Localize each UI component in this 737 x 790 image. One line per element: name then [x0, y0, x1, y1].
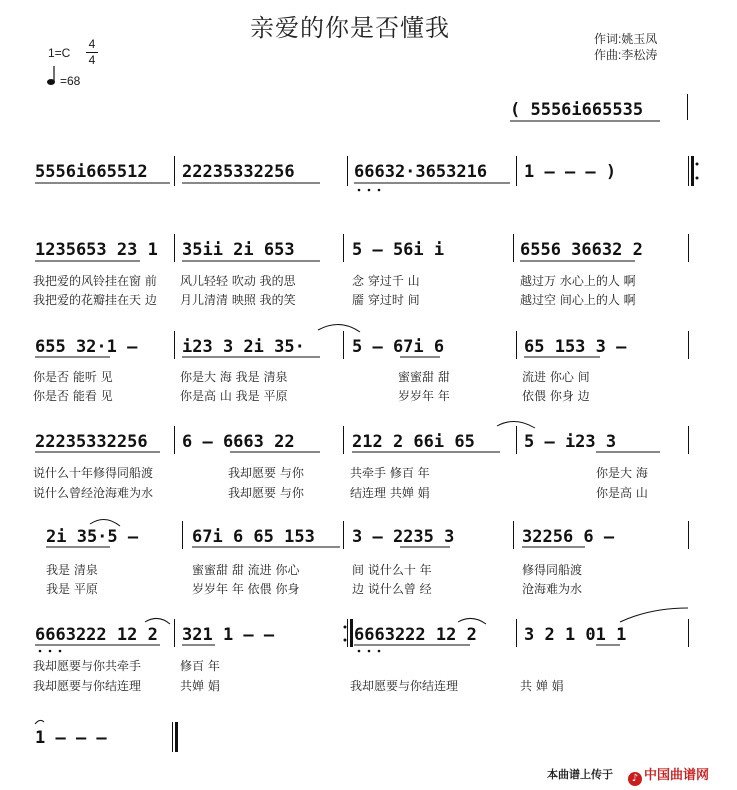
- measure-notes: 321 1 – –: [182, 625, 275, 645]
- composer-credit: 作曲:李松涛: [594, 48, 658, 62]
- lyric-line-2: 我却愿要与你结连理: [33, 679, 142, 693]
- lyric-line-1: 风儿轻轻 吹动 我的思: [180, 274, 296, 288]
- lyric-line-1: 蜜蜜甜 甜: [398, 370, 450, 384]
- lyric-line-1: 我把爱的风铃挂在窗 前: [33, 274, 157, 288]
- measure-notes: 22235332256: [35, 432, 148, 452]
- lyric-line-1: 你是大 海 我是 清泉: [180, 370, 288, 384]
- measure-notes: 67i 6 65 153: [192, 527, 315, 547]
- upload-caption: 本曲谱上传于: [547, 769, 613, 781]
- lyric-line-2: 我把爱的花瓣挂在天 边: [33, 293, 157, 307]
- measure-notes: 5 – 56i i: [352, 240, 445, 260]
- measure-notes: 1 – – – ): [524, 162, 617, 182]
- measure-notes: 212 2 66i 65: [352, 432, 475, 452]
- lyric-line-2: 说什么曾经沧海难为水: [33, 486, 154, 500]
- lyricist-credit: 作词:姚玉凤: [594, 32, 658, 46]
- measure-notes: 655 32·1 –: [35, 337, 138, 357]
- key-signature: 1=C: [48, 46, 71, 60]
- measure-notes: 6663222 12 2: [354, 625, 477, 645]
- lyric-line-1: 我却愿要 与你: [228, 466, 304, 480]
- site-logo[interactable]: [628, 764, 709, 786]
- lyric-line-1: 修得同船渡: [522, 563, 583, 577]
- time-signature-bottom: 4: [88, 53, 96, 67]
- site-name: 中国曲谱网: [644, 768, 710, 783]
- measure-notes: 6556 36632 2: [520, 240, 643, 260]
- lyric-line-2: 你是高 山 我是 平原: [180, 389, 288, 403]
- lyric-line-1: 蜜蜜甜 甜 流进 你心: [192, 563, 300, 577]
- tempo-marking: =68: [60, 74, 81, 88]
- lyric-line-1: 我却愿要与你共牵手: [33, 659, 142, 673]
- measure-notes: 3 2 1 01 1: [524, 625, 627, 645]
- time-signature-top: 4: [88, 37, 96, 51]
- measure-notes: 5 – i23 3: [524, 432, 617, 452]
- measure-notes: 5 – 67i 6: [352, 337, 445, 357]
- lyric-line-2: 共婵 娟: [180, 679, 220, 693]
- measure-notes: 5556i665512: [35, 162, 148, 182]
- final-notes: 1 – – –: [35, 728, 107, 748]
- lyric-line-1: 修百 年: [180, 659, 220, 673]
- intro-notes: ( 5556i665535: [510, 100, 644, 120]
- measure-notes: 22235332256: [182, 162, 295, 182]
- measure-notes: 3 – 2235 3: [352, 527, 455, 547]
- lyric-line-2: 共 婵 娟: [520, 679, 564, 693]
- lyric-line-1: 说什么十年修得同船渡: [33, 466, 154, 480]
- lyric-line-2: 岁岁年 年 依偎 你身: [192, 582, 300, 596]
- lyric-line-1: 共牵手 修百 年: [350, 466, 430, 480]
- lyric-line-2: 我却愿要与你结连理: [350, 679, 459, 693]
- lyric-line-1: 越过万 水心上的人 啊: [520, 274, 636, 288]
- lyric-line-2: 我是 平原: [46, 582, 98, 596]
- measure-notes: 6 – 6663 22: [182, 432, 295, 452]
- lyric-line-1: 间 说什么十 年: [352, 563, 432, 577]
- measure-notes: i23 3 2i 35·: [182, 337, 305, 357]
- lyric-line-2: 你是高 山: [596, 486, 648, 500]
- measure-notes: 65 153 3 –: [524, 337, 627, 357]
- measure-notes: 1235653 23 1: [35, 240, 158, 260]
- music-note-icon: ♪: [628, 772, 642, 786]
- lyric-line-2: 边 说什么曾 经: [352, 582, 432, 596]
- measure-notes: 32256 6 –: [522, 527, 615, 547]
- lyric-line-2: 靥 穿过时 间: [352, 293, 420, 307]
- lyric-line-2: 岁岁年 年: [398, 389, 450, 403]
- measure-notes: 35ii 2i 653: [182, 240, 295, 260]
- lyric-line-2: 你是否 能看 见: [33, 389, 113, 403]
- lyric-line-1: 你是大 海: [596, 466, 648, 480]
- measure-notes: 66632·3653216: [354, 162, 488, 182]
- lyric-line-1: 流进 你心 间: [522, 370, 590, 384]
- lyric-line-2: 依偎 你身 边: [522, 389, 590, 403]
- lyric-line-2: 结连理 共婵 娟: [350, 486, 430, 500]
- lyric-line-1: 我是 清泉: [46, 563, 98, 577]
- measure-notes: 2i 35·5 –: [46, 527, 139, 547]
- lyric-line-1: 念 穿过千 山: [352, 274, 420, 288]
- lyric-line-2: 月儿清清 映照 我的笑: [180, 293, 296, 307]
- lyric-line-2: 越过空 间心上的人 啊: [520, 293, 636, 307]
- song-title: 亲爱的你是否懂我: [250, 14, 450, 42]
- lyric-line-1: 你是否 能听 见: [33, 370, 113, 384]
- measure-notes: 6663222 12 2: [35, 625, 158, 645]
- lyric-line-2: 我却愿要 与你: [228, 486, 304, 500]
- lyric-line-2: 沧海难为水: [522, 582, 583, 596]
